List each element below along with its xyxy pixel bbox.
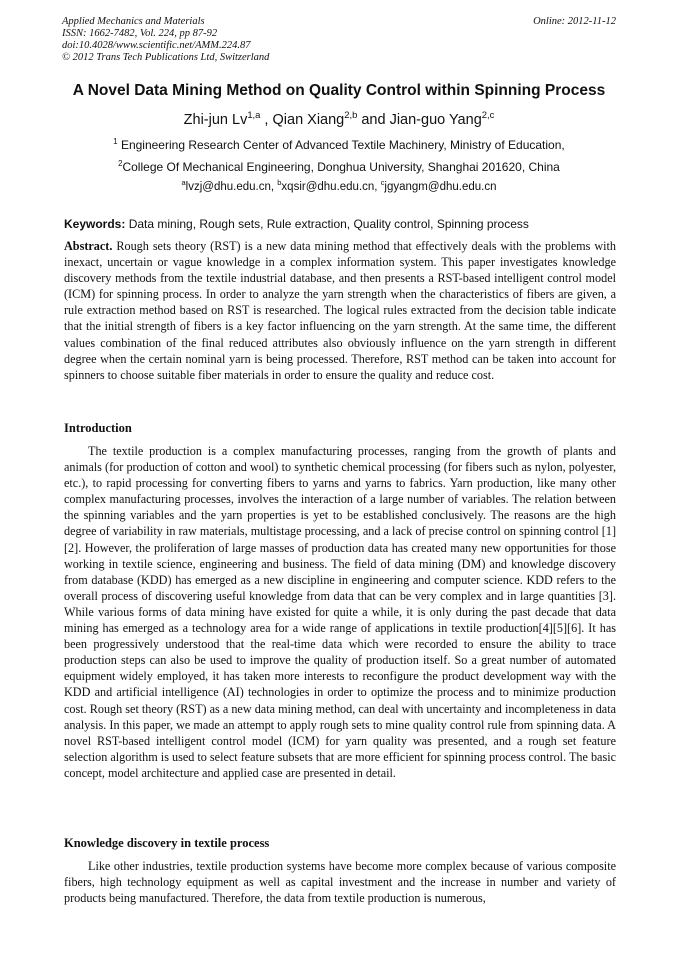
doi-line: doi:10.4028/www.scientific.net/AMM.224.87 [62, 40, 251, 51]
copyright-line: © 2012 Trans Tech Publications Ltd, Switzerland [62, 52, 270, 63]
abstract-paragraph [64, 238, 616, 383]
email-list [40, 178, 638, 193]
introduction-text: The textile production is a complex manufacturing processes, ranging from the growth of plants and animals (for production of cotton and wool) to synthetic chemical processing (for fibers such as nylon, polyester, etc.), to rapid processing for converting fibers to yarns and yarns to fabrics. Yarn production, like many other complex manufacturing processes, involves the interaction of a large number of variables. The relation between the spinning variables and the yarn properties is yet to be established conclusively. The reasons are the high degree of variability in raw materials, multistage processing, and a lack of precise control on spinning control [1][2]. However, the proliferation of large masses of production data has created many new opportunities for those working in textile science, engineering and business. The field of data mining (DM) and knowledge discovery from database (KDD) has emerged as a new discipline in engineering and computer science. KDD refers to the overall process of discovering useful knowledge from data that can be very complex and in large quantities [3]. While various forms of data mining have existed for quite a while, it is only during the past decade that data mining has emerged as a technology area for a wide range of applications in textile production[4][5][6]. It has been progressively understood that the real-time data which were recorded to ensure the ability to trace production steps can also be used to improve the quality of production itself. So a great number of automated equipment widely employed, it has taken more interests to reconfigure the product development way with the KDD and artificial intelligence (AI) technologies in order to optimize the process and to minimize production cost. Rough set theory (RST) as a new data mining method, can deal with uncertainty and incompleteness in data analysis. In this paper, we made an attempt to apply rough sets to mine quality control rule from spinning data. A novel RST-based intelligent control model (ICM) for yarn quality was presented, and a rough set feature selection algorithm is used to select feature subsets that are more efficient for spinning process control. The basic concept, model architecture and applied case are presented in detail. [64, 444, 616, 780]
keywords-line [64, 217, 616, 231]
affiliation-mark: 2 [118, 159, 123, 168]
section-heading-knowledge-discovery: Knowledge discovery in textile process [64, 836, 270, 850]
author-list [40, 109, 638, 128]
section-heading-introduction: Introduction [64, 421, 132, 435]
email-address: jgyangm@dhu.edu.cn [384, 181, 497, 193]
abstract-label: Abstract. [64, 239, 113, 253]
author-affiliation-mark: 1,a [247, 109, 261, 121]
keywords-label: Keywords: [64, 217, 126, 231]
email-mark: c [380, 178, 385, 188]
keywords-text: Data mining, Rough sets, Rule extraction, Quality control, Spinning process [125, 217, 529, 231]
abstract-text: Rough sets theory (RST) is a new data mining method that effectively deals with the problems with inexact, uncertain or vague knowledge in a complex information system. This paper investigates knowledge discovery methods from the textile industrial database, and then presents a RST-based intelligent control model (ICM) for spinning process. In order to analyze the yarn strength when the characteristics of fibers are given, a rule extraction method based on RST is researched. The logical rules extracted from the decision table indicate that the initial strength of fibers is a key factor influencing on the yarn strength. At the same time, the different values combination of the final reduced attributes also obviously influence on the yarn strength in different degree when the certain nominal yarn is being processed. Therefore, RST method can be taken into account for spinners to choose suitable fiber materials in order to ensure the quality and reduce cost. [64, 239, 616, 382]
journal-header [62, 16, 616, 64]
issn-line: ISSN: 1662-7482, Vol. 224, pp 87-92 [62, 28, 218, 39]
affiliation-mark: 1 [113, 137, 118, 146]
affiliation-2 [40, 160, 638, 174]
affiliation-text: Engineering Research Center of Advanced Textile Machinery, Ministry of Education, [117, 138, 565, 152]
email-address: xqsir@dhu.edu.cn, [281, 181, 381, 193]
knowledge-discovery-paragraph [64, 858, 616, 906]
author-separator: and [357, 112, 390, 128]
affiliation-text: College Of Mechanical Engineering, Donghua University, Shanghai 201620, China [122, 160, 560, 174]
introduction-paragraph [64, 443, 616, 781]
email-address: lvzj@dhu.edu.cn, [185, 181, 278, 193]
paper-title: A Novel Data Mining Method on Quality Control within Spinning Process [72, 82, 606, 99]
journal-name: Applied Mechanics and Materials [62, 16, 205, 27]
online-date: Online: 2012-11-12 [533, 16, 616, 27]
knowledge-discovery-text: Like other industries, textile production systems have become more complex because of various composite fibers, high technology equipment as well as capital investment and the increase in number and variety of products being manufactured. Therefore, the data from textile production is numerous, [64, 859, 616, 906]
affiliation-1 [40, 138, 638, 152]
author-affiliation-mark: 2,c [481, 109, 495, 121]
author-affiliation-mark: 2,b [344, 109, 358, 121]
author-separator: , [260, 112, 273, 128]
email-mark: a [181, 178, 186, 188]
author-name: Zhi-jun Lv [183, 112, 248, 128]
author-name: Jian-guo Yang [389, 112, 482, 128]
author-name: Qian Xiang [272, 112, 345, 128]
email-mark: b [277, 178, 282, 188]
